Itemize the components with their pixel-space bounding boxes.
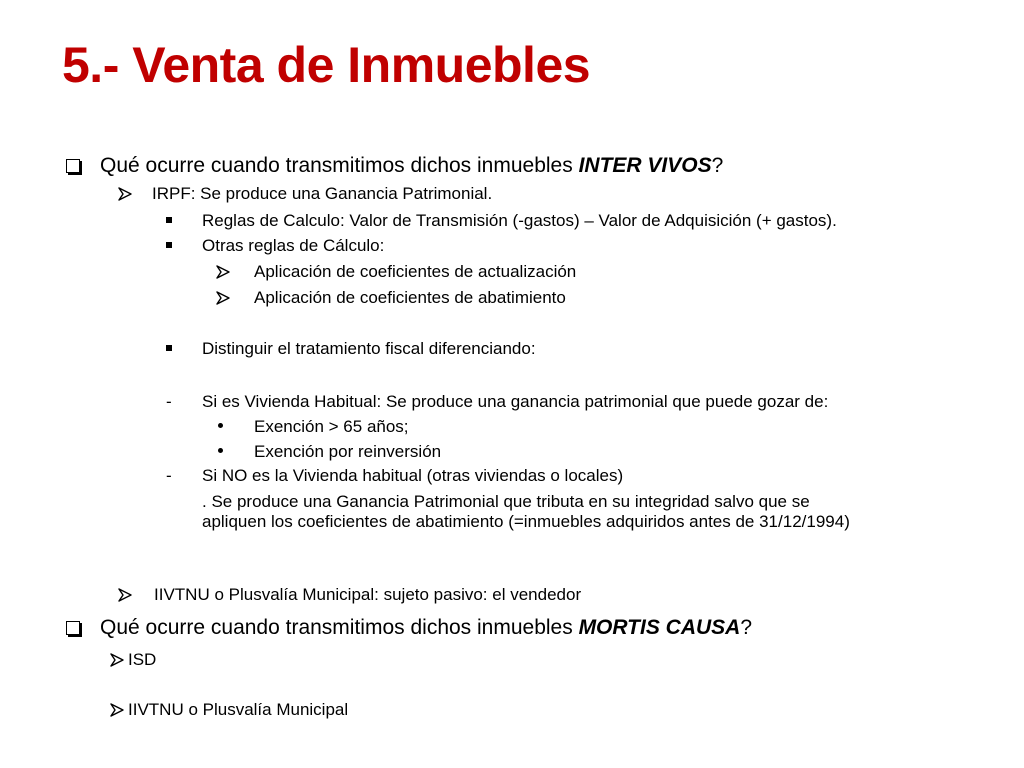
dash-marker: - bbox=[166, 466, 172, 485]
ganancia-line-2: apliquen los coeficientes de abatimiento (=inmuebles adquiridos antes de 31/12/1994) bbox=[202, 512, 850, 531]
square-bullet-icon bbox=[166, 242, 172, 248]
square-bullet-icon bbox=[166, 217, 172, 223]
question-emphasis: INTER VIVOS bbox=[578, 154, 712, 177]
question-emphasis: MORTIS CAUSA bbox=[578, 616, 741, 639]
distinguir-text: Distinguir el tratamiento fiscal diferenciando: bbox=[202, 339, 536, 358]
dot-bullet-icon bbox=[218, 423, 223, 428]
coef-actualizacion-text: Aplicación de coeficientes de actualización bbox=[254, 262, 577, 281]
no-vivienda-text: Si NO es la Vivienda habitual (otras viviendas o locales) bbox=[202, 466, 624, 485]
irpf-text: IRPF: Se produce una Ganancia Patrimonial. bbox=[152, 184, 493, 203]
arrow-bullet-icon bbox=[110, 703, 124, 717]
coef-abatimiento-text: Aplicación de coeficientes de abatimiento bbox=[254, 288, 566, 307]
checkbox-bullet-icon bbox=[66, 621, 80, 635]
iivtnu-2-text: IIVTNU o Plusvalía Municipal bbox=[128, 700, 349, 719]
isd-text: ISD bbox=[128, 650, 157, 669]
arrow-bullet-icon bbox=[110, 653, 124, 667]
arrow-bullet-icon bbox=[216, 265, 230, 279]
checkbox-bullet-icon bbox=[66, 159, 80, 173]
ganancia-line-1: . Se produce una Ganancia Patrimonial que tributa en su integridad salvo que se bbox=[202, 492, 810, 511]
question-mark: ? bbox=[711, 154, 724, 177]
dash-marker: - bbox=[166, 392, 172, 411]
otras-reglas-text: Otras reglas de Cálculo: bbox=[202, 236, 385, 255]
arrow-bullet-icon bbox=[118, 588, 132, 602]
reglas-text: Reglas de Calculo: Valor de Transmisión (-gastos) – Valor de Adquisición (+ gastos). bbox=[202, 211, 837, 230]
slide-title: 5.- Venta de Inmuebles bbox=[62, 37, 591, 93]
square-bullet-icon bbox=[166, 345, 172, 351]
iivtnu-text: IIVTNU o Plusvalía Municipal: sujeto pasivo: el vendedor bbox=[154, 585, 582, 604]
exencion-reinversion-text: Exención por reinversión bbox=[254, 442, 442, 461]
vivienda-habitual-text: Si es Vivienda Habitual: Se produce una ganancia patrimonial que puede gozar de: bbox=[202, 392, 829, 411]
question-text: Qué ocurre cuando transmitimos dichos inmuebles bbox=[100, 154, 579, 177]
question-mark: ? bbox=[740, 616, 753, 639]
exencion-65-text: Exención > 65 años; bbox=[254, 417, 409, 436]
question-text: Qué ocurre cuando transmitimos dichos inmuebles bbox=[100, 616, 579, 639]
dot-bullet-icon bbox=[218, 448, 223, 453]
arrow-bullet-icon bbox=[118, 187, 132, 201]
arrow-bullet-icon bbox=[216, 291, 230, 305]
